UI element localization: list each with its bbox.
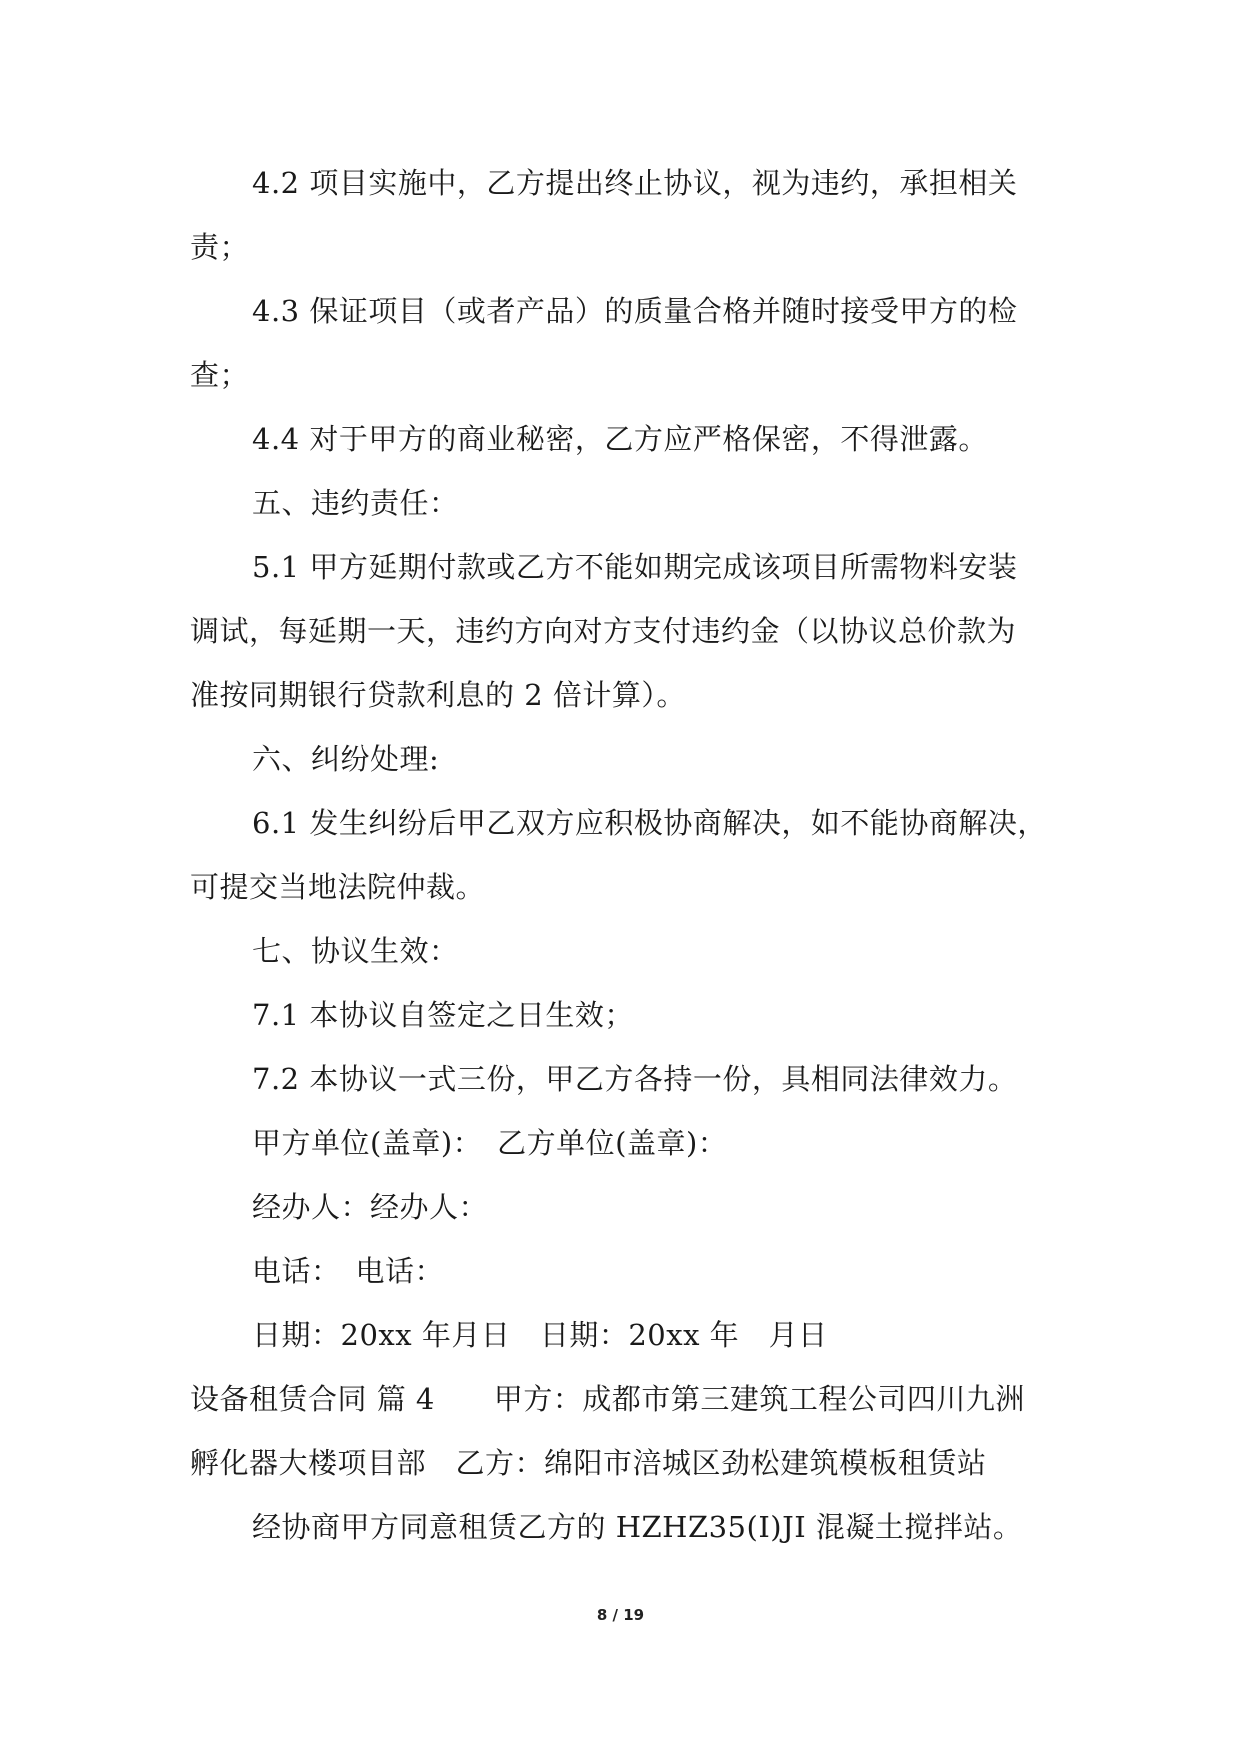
paragraph-line: 6.1 发生纠纷后甲乙双方应积极协商解决，如不能协商解决， (252, 806, 1047, 840)
page-number: 8 / 19 (596, 1606, 645, 1624)
paragraph-line: 4.3 保证项目（或者产品）的质量合格并随时接受甲方的检 (252, 294, 1018, 328)
signature-line: 经办人：经办人： (252, 1190, 489, 1224)
signature-line: 日期：20xx 年月日 日期：20xx 年 月日 (252, 1318, 828, 1352)
paragraph-line: 5.1 甲方延期付款或乙方不能如期完成该项目所需物料安装 (252, 550, 1018, 584)
paragraph-line: 查； (190, 358, 250, 392)
paragraph-line: 调试，每延期一天，违约方向对方支付违约金（以协议总价款为 (190, 614, 1017, 648)
paragraph-line: 设备租赁合同 篇 4 甲方：成都市第三建筑工程公司四川九洲 (190, 1382, 1025, 1416)
paragraph-line: 准按同期银行贷款利息的 2 倍计算）。 (190, 678, 686, 712)
paragraph-line: 孵化器大楼项目部 乙方：绵阳市涪城区劲松建筑模板租赁站 (190, 1446, 987, 1480)
paragraph-line: 经协商甲方同意租赁乙方的 HZHZ35(I)JI 混凝土搅拌站。 (252, 1510, 1023, 1544)
paragraph-line: 4.2 项目实施中，乙方提出终止协议，视为违约，承担相关 (252, 166, 1018, 200)
section-heading: 六、纠纷处理: (252, 742, 440, 776)
paragraph-line: 7.2 本协议一式三份，甲乙方各持一份，具相同法律效力。 (252, 1062, 1018, 1096)
paragraph-line: 责； (190, 230, 250, 264)
signature-line: 电话： 电话： (252, 1254, 445, 1288)
paragraph-line: 7.1 本协议自签定之日生效； (252, 998, 634, 1032)
signature-line: 甲方单位(盖章)： 乙方单位(盖章)： (252, 1126, 728, 1160)
paragraph-line: 4.4 对于甲方的商业秘密，乙方应严格保密，不得泄露。 (252, 422, 988, 456)
section-heading: 五、违约责任： (252, 486, 459, 520)
paragraph-line: 可提交当地法院仲裁。 (190, 870, 486, 904)
section-heading: 七、协议生效： (252, 934, 459, 968)
